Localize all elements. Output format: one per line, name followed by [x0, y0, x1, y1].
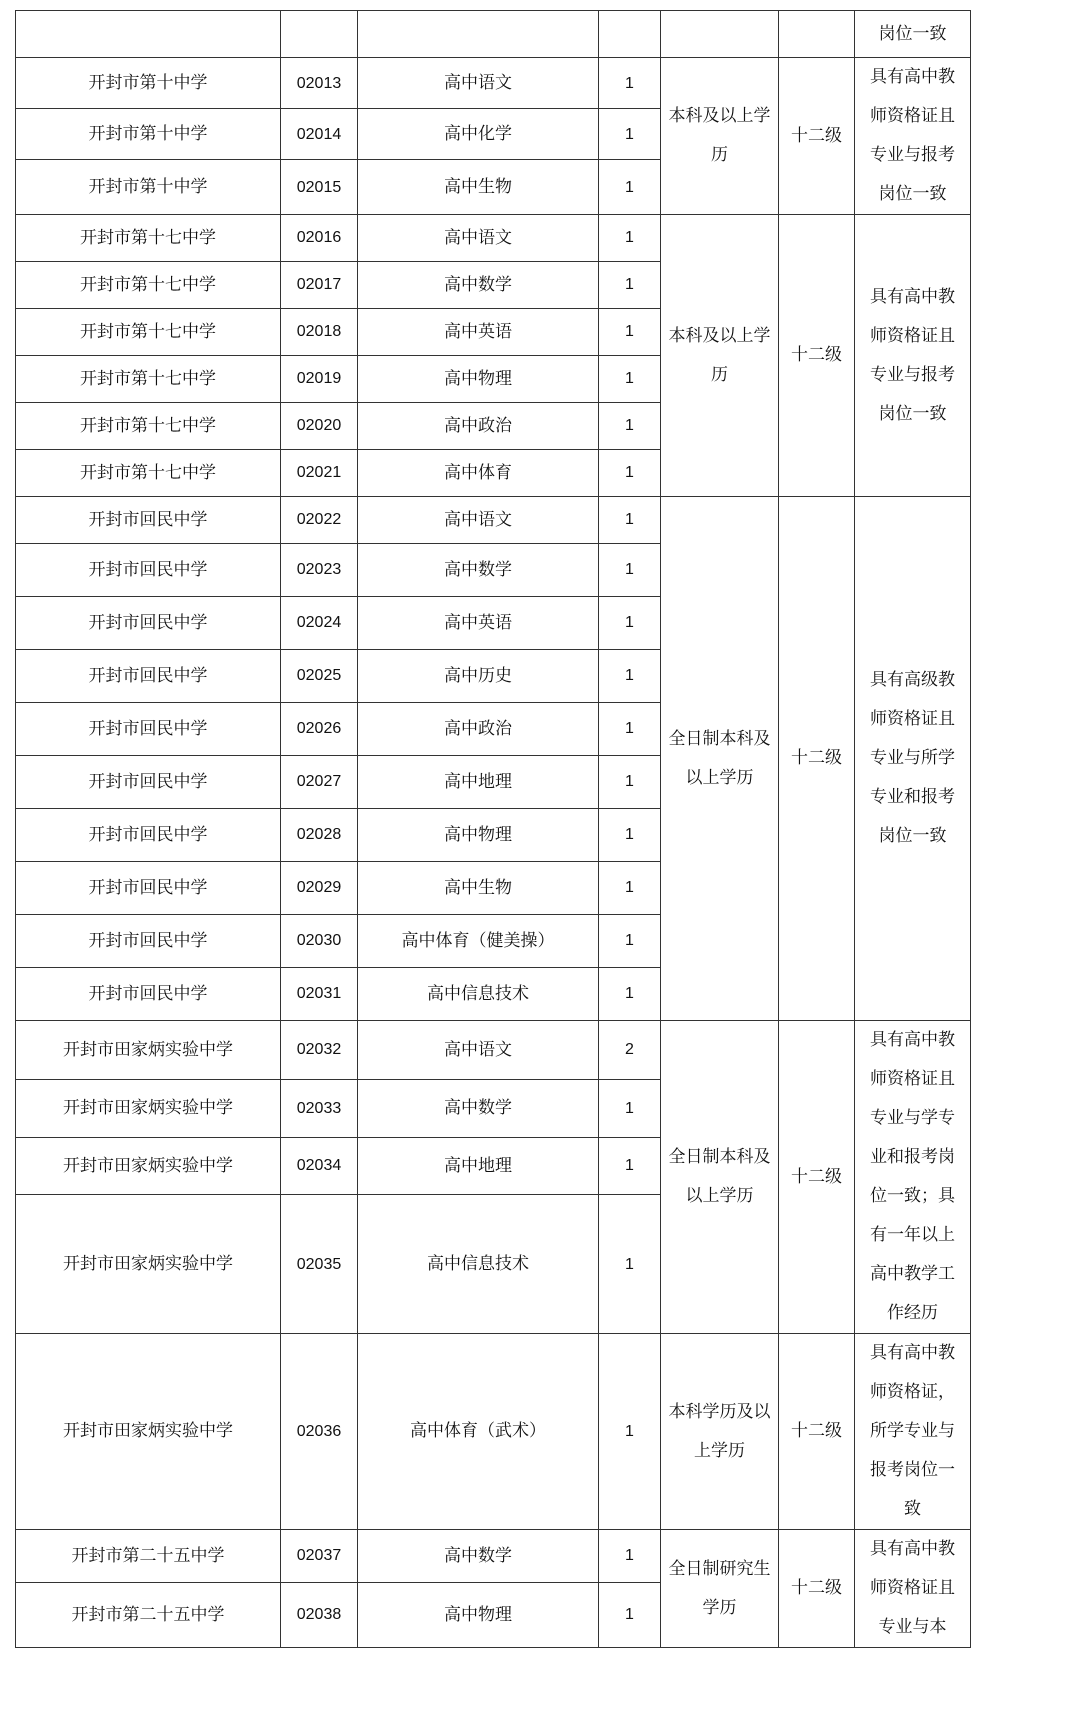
code-cell: 02035 [281, 1195, 358, 1334]
subject-cell: 高中政治 [358, 403, 599, 450]
code-cell: 02028 [281, 809, 358, 862]
school-cell: 开封市第二十五中学 [16, 1530, 281, 1583]
count-cell: 1 [599, 262, 661, 309]
school-cell: 开封市第十七中学 [16, 262, 281, 309]
code-cell: 02031 [281, 968, 358, 1021]
code-cell: 02034 [281, 1137, 358, 1195]
count-cell: 1 [599, 862, 661, 915]
count-cell: 1 [599, 756, 661, 809]
subject-cell: 高中物理 [358, 356, 599, 403]
count-cell: 1 [599, 160, 661, 215]
code-cell: 02013 [281, 58, 358, 109]
code-cell: 02019 [281, 356, 358, 403]
school-cell: 开封市回民中学 [16, 497, 281, 544]
count-cell: 1 [599, 1334, 661, 1530]
code-cell: 02015 [281, 160, 358, 215]
school-cell: 开封市回民中学 [16, 650, 281, 703]
count-cell: 1 [599, 58, 661, 109]
school-cell: 开封市回民中学 [16, 968, 281, 1021]
subject-cell: 高中体育（武术） [358, 1334, 599, 1530]
subject-cell: 高中英语 [358, 597, 599, 650]
code-cell: 02037 [281, 1530, 358, 1583]
subject-cell: 高中英语 [358, 309, 599, 356]
count-cell: 1 [599, 1195, 661, 1334]
education-cell: 本科及以上学历 [661, 215, 779, 497]
count-cell: 1 [599, 544, 661, 597]
education-cell: 全日制本科及以上学历 [661, 1021, 779, 1334]
code-cell: 02017 [281, 262, 358, 309]
requirement-cell: 岗位一致 [855, 11, 971, 58]
count-cell: 1 [599, 356, 661, 403]
code-cell: 02018 [281, 309, 358, 356]
table-row [16, 58, 971, 109]
school-cell: 开封市田家炳实验中学 [16, 1137, 281, 1195]
code-cell: 02038 [281, 1582, 358, 1647]
table-row [16, 1021, 971, 1080]
level-cell: 十二级 [779, 58, 855, 215]
table-row [16, 1334, 971, 1530]
subject-cell: 高中地理 [358, 756, 599, 809]
school-cell: 开封市第十七中学 [16, 215, 281, 262]
count-cell: 2 [599, 1021, 661, 1080]
code-cell: 02029 [281, 862, 358, 915]
recruitment-table [15, 10, 971, 1648]
count-cell: 1 [599, 1137, 661, 1195]
code-cell: 02033 [281, 1079, 358, 1137]
subject-cell: 高中数学 [358, 1530, 599, 1583]
requirement-cell: 具有高中教师资格证，所学专业与报考岗位一致 [855, 1334, 971, 1530]
count-cell: 1 [599, 915, 661, 968]
requirement-cell: 具有高中教师资格证且专业与学专业和报考岗位一致；具有一年以上高中教学工作经历 [855, 1021, 971, 1334]
count-cell: 1 [599, 1079, 661, 1137]
code-cell: 02021 [281, 450, 358, 497]
subject-cell [358, 11, 599, 58]
subject-cell: 高中物理 [358, 1582, 599, 1647]
subject-cell: 高中语文 [358, 497, 599, 544]
table-row-partial [16, 11, 971, 58]
code-cell: 02027 [281, 756, 358, 809]
subject-cell: 高中数学 [358, 262, 599, 309]
count-cell: 1 [599, 809, 661, 862]
education-cell: 本科及以上学历 [661, 58, 779, 215]
code-cell: 02026 [281, 703, 358, 756]
school-cell: 开封市回民中学 [16, 809, 281, 862]
subject-cell: 高中体育 [358, 450, 599, 497]
code-cell: 02030 [281, 915, 358, 968]
subject-cell: 高中信息技术 [358, 968, 599, 1021]
count-cell: 1 [599, 1530, 661, 1583]
education-cell: 全日制本科及以上学历 [661, 497, 779, 1021]
level-cell: 十二级 [779, 1530, 855, 1648]
table-row [16, 497, 971, 544]
school-cell: 开封市第十七中学 [16, 309, 281, 356]
subject-cell: 高中语文 [358, 215, 599, 262]
code-cell [281, 11, 358, 58]
subject-cell: 高中历史 [358, 650, 599, 703]
count-cell: 1 [599, 215, 661, 262]
school-cell: 开封市第十中学 [16, 58, 281, 109]
code-cell: 02022 [281, 497, 358, 544]
subject-cell: 高中信息技术 [358, 1195, 599, 1334]
requirement-cell: 具有高中教师资格证且专业与报考岗位一致 [855, 58, 971, 215]
school-cell: 开封市回民中学 [16, 597, 281, 650]
count-cell: 1 [599, 309, 661, 356]
table-row [16, 215, 971, 262]
school-cell: 开封市第十七中学 [16, 403, 281, 450]
code-cell: 02024 [281, 597, 358, 650]
requirement-cell: 具有高中教师资格证且专业与本 [855, 1530, 971, 1648]
education-cell: 全日制研究生学历 [661, 1530, 779, 1648]
school-cell: 开封市第十七中学 [16, 356, 281, 403]
code-cell: 02020 [281, 403, 358, 450]
subject-cell: 高中化学 [358, 109, 599, 160]
code-cell: 02016 [281, 215, 358, 262]
requirement-cell: 具有高级教师资格证且专业与所学专业和报考岗位一致 [855, 497, 971, 1021]
subject-cell: 高中体育（健美操） [358, 915, 599, 968]
count-cell: 1 [599, 968, 661, 1021]
subject-cell: 高中地理 [358, 1137, 599, 1195]
code-cell: 02014 [281, 109, 358, 160]
education-cell [661, 11, 779, 58]
code-cell: 02023 [281, 544, 358, 597]
code-cell: 02032 [281, 1021, 358, 1080]
level-cell: 十二级 [779, 1021, 855, 1334]
school-cell: 开封市第二十五中学 [16, 1582, 281, 1647]
subject-cell: 高中数学 [358, 544, 599, 597]
count-cell: 1 [599, 597, 661, 650]
school-cell: 开封市回民中学 [16, 703, 281, 756]
level-cell: 十二级 [779, 215, 855, 497]
subject-cell: 高中语文 [358, 1021, 599, 1080]
count-cell: 1 [599, 703, 661, 756]
count-cell: 1 [599, 497, 661, 544]
school-cell: 开封市第十中学 [16, 109, 281, 160]
school-cell: 开封市回民中学 [16, 544, 281, 597]
school-cell: 开封市田家炳实验中学 [16, 1021, 281, 1080]
subject-cell: 高中生物 [358, 862, 599, 915]
subject-cell: 高中生物 [358, 160, 599, 215]
code-cell: 02025 [281, 650, 358, 703]
count-cell: 1 [599, 403, 661, 450]
count-cell: 1 [599, 650, 661, 703]
count-cell: 1 [599, 1582, 661, 1647]
school-cell: 开封市回民中学 [16, 756, 281, 809]
level-cell: 十二级 [779, 497, 855, 1021]
level-cell [779, 11, 855, 58]
count-cell [599, 11, 661, 58]
code-cell: 02036 [281, 1334, 358, 1530]
count-cell: 1 [599, 109, 661, 160]
subject-cell: 高中数学 [358, 1079, 599, 1137]
subject-cell: 高中语文 [358, 58, 599, 109]
school-cell [16, 11, 281, 58]
school-cell: 开封市回民中学 [16, 915, 281, 968]
count-cell: 1 [599, 450, 661, 497]
subject-cell: 高中政治 [358, 703, 599, 756]
subject-cell: 高中物理 [358, 809, 599, 862]
school-cell: 开封市田家炳实验中学 [16, 1079, 281, 1137]
table-row [16, 1530, 971, 1583]
education-cell: 本科学历及以上学历 [661, 1334, 779, 1530]
school-cell: 开封市田家炳实验中学 [16, 1195, 281, 1334]
requirement-cell: 具有高中教师资格证且专业与报考岗位一致 [855, 215, 971, 497]
school-cell: 开封市第十中学 [16, 160, 281, 215]
school-cell: 开封市田家炳实验中学 [16, 1334, 281, 1530]
school-cell: 开封市回民中学 [16, 862, 281, 915]
school-cell: 开封市第十七中学 [16, 450, 281, 497]
level-cell: 十二级 [779, 1334, 855, 1530]
